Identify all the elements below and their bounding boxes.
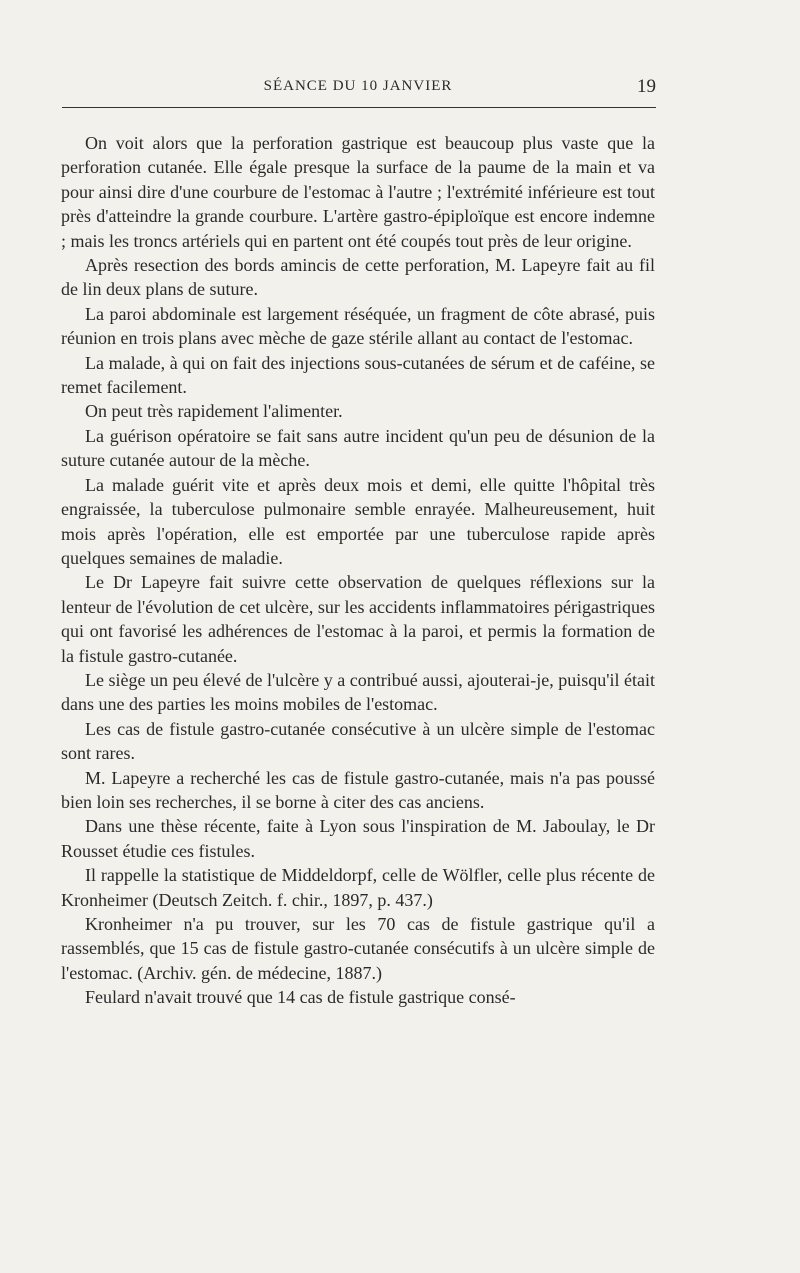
running-header: [60, 76, 656, 100]
paragraph: La malade, à qui on fait des injections sous-cutanées de sérum et de caféine, se remet facilement.: [61, 352, 655, 398]
header-rule: [62, 107, 656, 108]
body-text: [61, 131, 655, 1010]
paragraph: On voit alors que la perforation gastrique est beaucoup plus vaste que la perforation cutanée. Elle égale presque la surface de la paume de la main et va pour ainsi dire d'une courbure de l'estomac à l'autre ; l'extrémité inférieure est tout près d'atteindre la grande courbure. L'artère gastro-épiploïque est encore indemne ; mais les troncs artériels qui en partent ont été coupés tout près de leur origine.: [61, 133, 655, 251]
paragraph: La guérison opératoire se fait sans autre incident qu'un peu de désunion de la suture cutanée autour de la mèche.: [61, 425, 655, 471]
paragraph: La malade guérit vite et après deux mois et demi, elle quitte l'hôpital très engraissée, la tuberculose pulmonaire semble enrayée. Malheureusement, huit mois après l'opération, elle est emportée par une tuberculose rapide après quelques semaines de maladie.: [61, 474, 655, 568]
paragraph: Feulard n'avait trouvé que 14 cas de fistule gastrique consé-: [85, 987, 516, 1008]
paragraph: Il rappelle la statistique de Middeldorpf, celle de Wölfler, celle plus récente de Kronheimer (Deutsch Zeitch. f. chir., 1897, p. 437.): [61, 865, 655, 910]
paragraph: M. Lapeyre a recherché les cas de fistule gastro-cutanée, mais n'a pas poussé bien loin ses recherches, il se borne à citer des cas anciens.: [61, 767, 655, 812]
paragraph: Dans une thèse récente, faite à Lyon sous l'inspiration de M. Jaboulay, le Dr Rousset étudie ces fistules.: [61, 816, 655, 861]
paragraph: Après resection des bords amincis de cette perforation, M. Lapeyre fait au fil de lin deux plans de suture.: [61, 255, 655, 300]
paragraph: La paroi abdominale est largement réséquée, un fragment de côte abrasé, puis réunion en trois plans avec mèche de gaze stérile allant au contact de l'estomac.: [61, 303, 655, 349]
paragraph: On peut très rapidement l'alimenter.: [85, 401, 343, 422]
paragraph: Le Dr Lapeyre fait suivre cette observation de quelques réflexions sur la lenteur de l'évolution de cet ulcère, sur les accidents inflammatoires périgastriques qui ont favorisé les adhérences de l'estomac à la paroi, et permis la formation de la fistule gastro-cutanée.: [61, 572, 655, 666]
page-number: 19: [637, 76, 656, 97]
paragraph: Kronheimer n'a pu trouver, sur les 70 cas de fistule gastrique qu'il a rassemblés, que 15 cas de fistule gastro-cutanée consécutifs à un ulcère simple de l'estomac. (Archiv. gén. de médecine, 1887.): [61, 914, 655, 983]
paragraph: Les cas de fistule gastro-cutanée consécutive à un ulcère simple de l'estomac sont rares.: [61, 718, 655, 764]
header-title: SÉANCE DU 10 JANVIER: [263, 78, 453, 94]
paragraph: Le siège un peu élevé de l'ulcère y a contribué aussi, ajouterai-je, puisqu'il était dans une des parties les moins mobiles de l'estomac.: [61, 669, 655, 715]
